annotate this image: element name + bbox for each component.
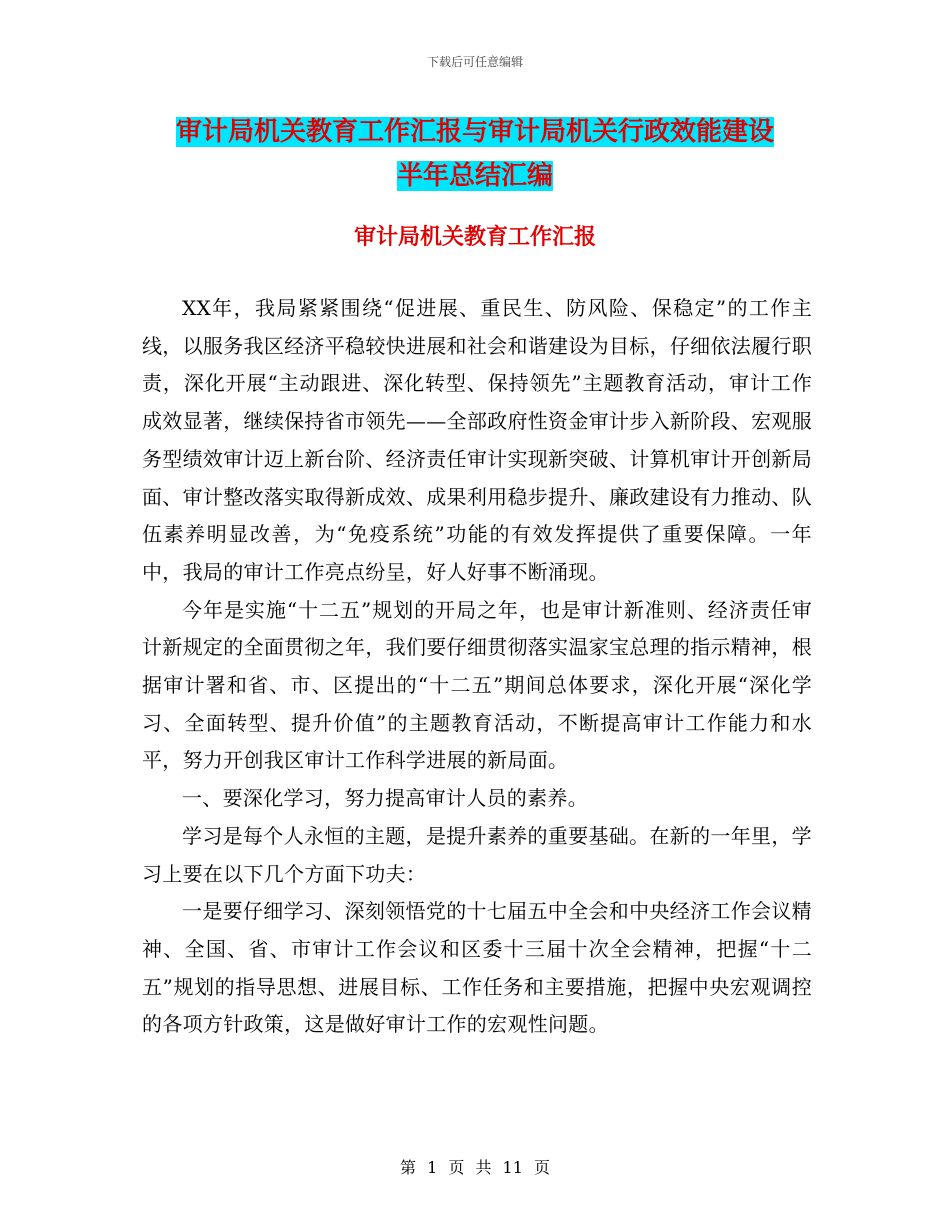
page-header-note: 下载后可任意编辑 <box>426 55 523 69</box>
document-title <box>140 110 810 198</box>
paragraph: 学习是每个人永恒的主题，是提升素养的重要基础。在新的一年里，学习上要在以下几个方面下功夫： <box>142 823 812 886</box>
document-title-line1: 审计局机关教育工作汇报与审计局机关行政效能建设 <box>175 117 774 147</box>
paragraph: 一、要深化学习，努力提高审计人员的素养。 <box>182 786 588 811</box>
document-title-line2: 半年总结汇编 <box>396 161 553 191</box>
body-text <box>142 290 812 1044</box>
paragraph: XX年，我局紧紧围绕“促进展、重民生、防风险、保稳定”的工作主线，以服务我区经济平稳较快进展和社会和谐建设为目标，仔细依法履行职责，深化开展“主动跟进、深化转型、保持领先”主题教育活动，审计工作成效显著，继续保持省市领先——全部政府性资金审计步入新阶段、宏观服务型绩效审计迈上新台阶、经济责任审计实现新突破、计算机审计开创新局面、审计整改落实取得新成效、成果利用稳步提升、廉政建设有力推动、队伍素养明显改善，为“免疫系统”功能的有效发挥提供了重要保障。一年中，我局的审计工作亮点纷呈，好人好事不断涌现。 <box>142 296 812 584</box>
paragraph: 今年是实施“十二五”规划的开局之年，也是审计新准则、经济责任审计新规定的全面贯彻之年，我们要仔细贯彻落实温家宝总理的指示精神，根据审计署和省、市、区提出的“十二五”期间总体要求，深化开展“深化学习、全面转型、提升价值”的主题教育活动，不断提高审计工作能力和水平，努力开创我区审计工作科学进展的新局面。 <box>142 597 812 773</box>
paragraph: 一是要仔细学习、深刻领悟党的十七届五中全会和中央经济工作会议精神、全国、省、市审计工作会议和区委十三届十次全会精神，把握“十二五”规划的指导思想、进展目标、工作任务和主要措施，把握中央宏观调控的各项方针政策，这是做好审计工作的宏观性问题。 <box>142 899 812 1037</box>
section-title: 审计局机关教育工作汇报 <box>353 225 596 250</box>
page-footer: 第 1 页 共 11 页 <box>400 1158 550 1177</box>
